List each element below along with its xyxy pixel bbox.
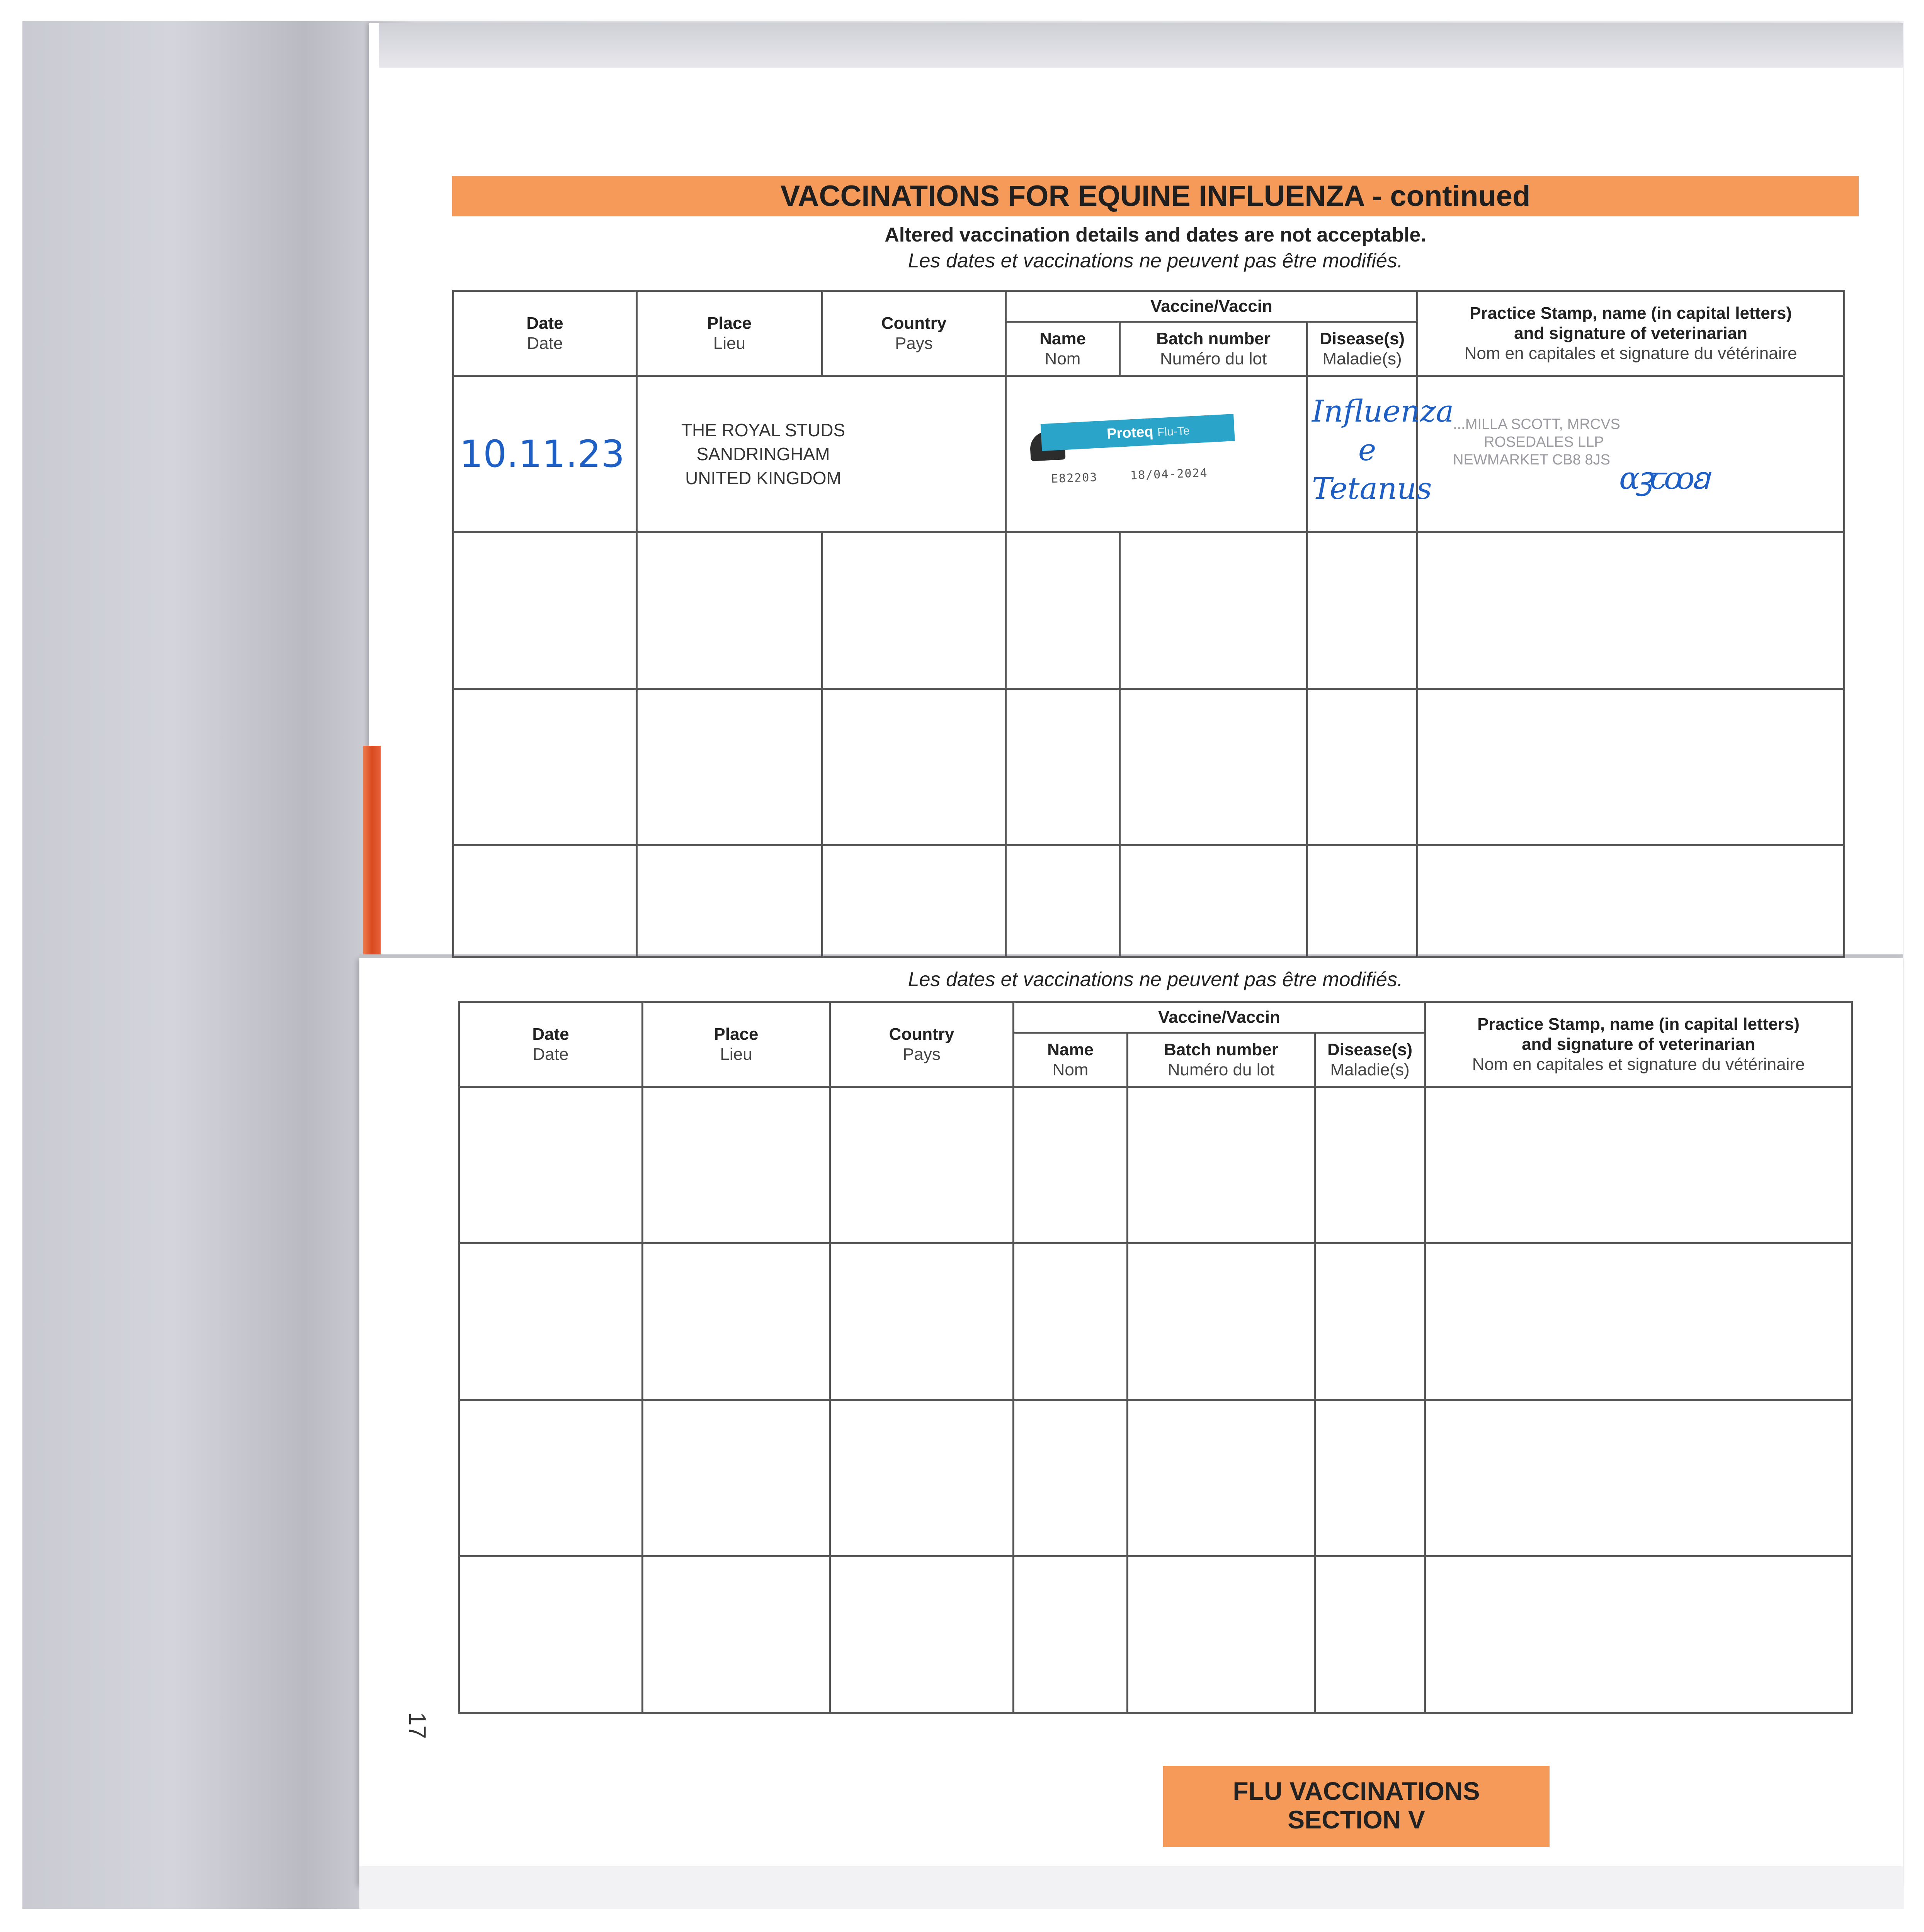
table-row	[459, 1400, 1852, 1556]
header-place: Place Lieu	[637, 291, 822, 376]
table-row	[459, 1556, 1852, 1713]
header-date: Date Date	[459, 1002, 643, 1087]
batch-expiry: 18/04-2024	[1130, 466, 1208, 483]
bottom-edge	[359, 1866, 1903, 1909]
header-disease: Disease(s) Maladie(s)	[1315, 1033, 1425, 1087]
header-batch: Batch number Numéro du lot	[1120, 322, 1307, 376]
header-vaccine: Vaccine/Vaccin	[1006, 291, 1417, 322]
header-name: Name Nom	[1006, 322, 1120, 376]
table-row	[453, 532, 1844, 689]
vaccine-label-sticker: Proteq Flu-Te	[1029, 414, 1236, 463]
table-row	[459, 1243, 1852, 1400]
header-date: Date Date	[453, 291, 637, 376]
table-row	[453, 376, 1844, 532]
header-vaccine: Vaccine/Vaccin	[1014, 1002, 1425, 1033]
entry-disease: Influenza e Tetanus	[1307, 376, 1417, 532]
table-row	[453, 845, 1844, 957]
section-tab: FLU VACCINATIONS SECTION V	[1163, 1766, 1550, 1847]
notice-french-lower: Les dates et vaccinations ne peuvent pas être modifiés.	[908, 968, 1403, 991]
vaccination-table-lower	[458, 1001, 1853, 1714]
header-disease: Disease(s) Maladie(s)	[1307, 322, 1417, 376]
notice-french: Les dates et vaccinations ne peuvent pas être modifiés.	[908, 250, 1403, 272]
header-batch: Batch number Numéro du lot	[1128, 1033, 1315, 1087]
batch-number: E82203	[1051, 470, 1098, 486]
header-stamp: Practice Stamp, name (in capital letters) and signature of veterinarian Nom en capitales et signature du vétérinaire	[1425, 1002, 1852, 1087]
practice-stamp: ...MILLA SCOTT, MRCVS ROSEDALES LLP NEWMARKET CB8 8JS ɑꝫꞇꝏꞛ	[1417, 376, 1844, 532]
section-banner: VACCINATIONS FOR EQUINE INFLUENZA - continued	[452, 176, 1859, 216]
vet-signature: ɑꝫꞇꝏꞛ	[1619, 460, 1707, 496]
header-country: Country Pays	[830, 1002, 1014, 1087]
header-country: Country Pays	[822, 291, 1006, 376]
header-place: Place Lieu	[643, 1002, 830, 1087]
entry-date: 10.11.23	[453, 376, 637, 532]
page-number: 17	[403, 1712, 430, 1739]
page-edge-shadow	[379, 23, 1903, 68]
vaccination-table-upper	[452, 290, 1845, 958]
table-row	[459, 1087, 1852, 1243]
entry-place: THE ROYAL STUDS SANDRINGHAM UNITED KINGDOM	[637, 376, 1006, 532]
table-row	[453, 689, 1844, 845]
vaccine-sticker-cell	[1006, 376, 1307, 532]
vaccine-brand: Proteq	[1106, 423, 1154, 442]
notice-english: Altered vaccination details and dates are not acceptable.	[885, 224, 1426, 246]
header-stamp: Practice Stamp, name (in capital letters) and signature of veterinarian Nom en capitales et signature du vétérinaire	[1417, 291, 1844, 376]
header-name: Name Nom	[1014, 1033, 1128, 1087]
